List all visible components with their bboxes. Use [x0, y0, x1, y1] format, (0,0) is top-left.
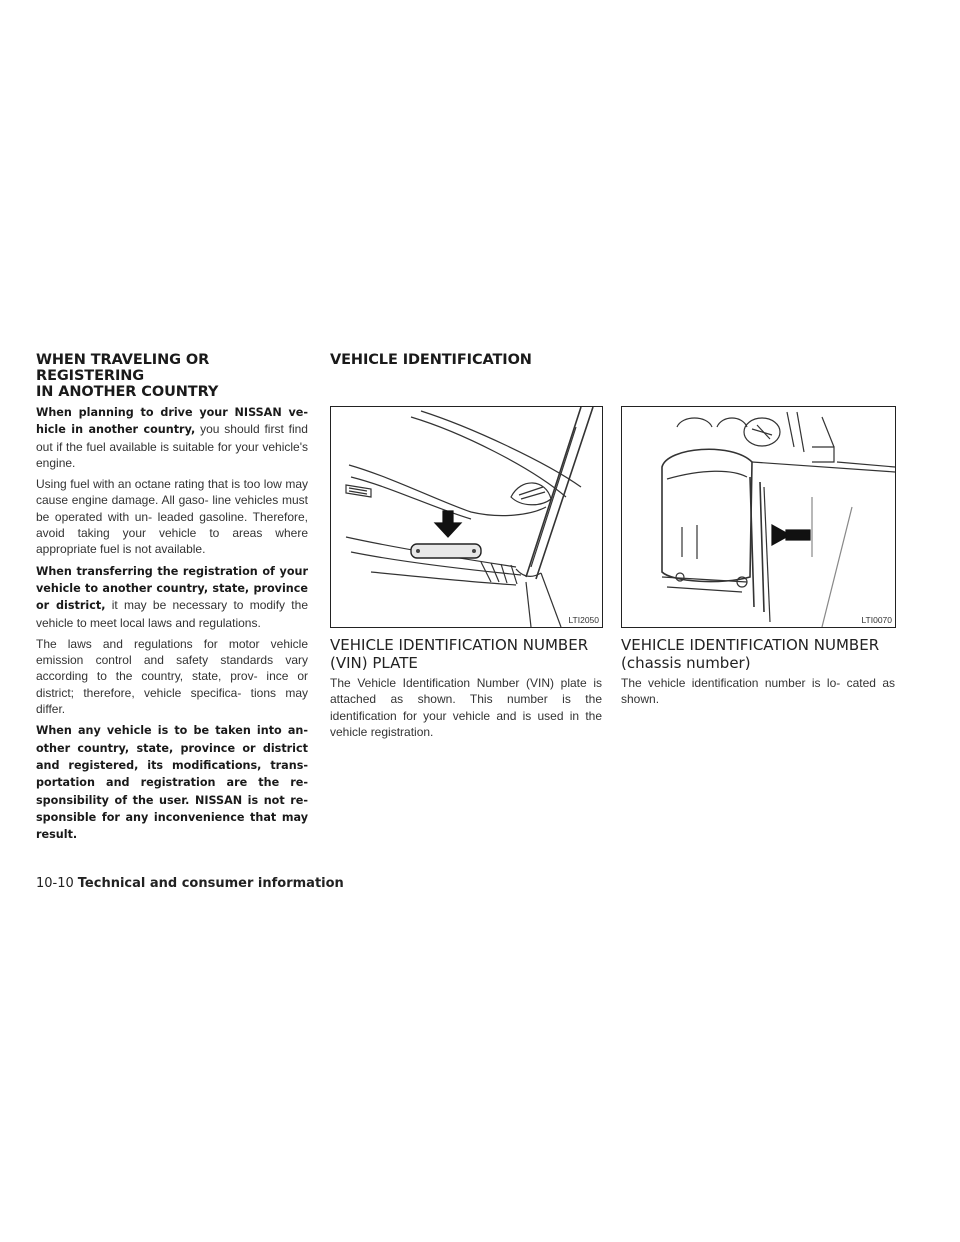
section-title-vehicle-identification: VEHICLE IDENTIFICATION — [330, 352, 532, 368]
vin-plate-heading — [330, 636, 602, 672]
footer-section-name: Technical and consumer information — [77, 876, 344, 891]
bold-lead-planning: When planning to drive your NISSAN ve- hicle in another country, — [36, 406, 308, 437]
bold-lead-transferring: When transferring the registration of your vehicle to another country, state, province or district, — [36, 564, 308, 613]
vin-plate-text: The Vehicle Identification Number (VIN) plate is attached as shown. This number is the identification for your vehicle and is used in the vehicle registration. — [330, 676, 602, 739]
heading-line2: (VIN) PLATE — [330, 654, 418, 672]
chassis-number-heading — [621, 636, 895, 672]
bold-responsibility: When any vehicle is to be taken into an- other country, state, province or district and registered, its modifications, trans- portation and registration are the re- sponsibility of the user. NISSAN is not re- sponsible for any inconvenience that may result. — [36, 724, 308, 842]
heading-line1: VEHICLE IDENTIFICATION NUMBER — [330, 636, 589, 654]
heading-line1: VEHICLE IDENTIFICATION NUMBER — [621, 636, 880, 654]
figure-code: LTI0070 — [861, 615, 892, 625]
traveling-body — [36, 404, 308, 848]
page-footer — [36, 876, 344, 891]
chassis-number-text: The vehicle identification number is lo- cated as shown. — [621, 676, 895, 707]
paragraph-text: you should first find out if the fuel available is suitable for your vehicle's engine. — [36, 422, 308, 470]
paragraph-laws: The laws and regulations for motor vehicle emission control and safety standards vary according to the country, state, prov- ince or district; therefore, vehicle specifica- tions may differ. — [36, 636, 308, 717]
paragraph-responsibility — [36, 722, 308, 843]
paragraph-transferring — [36, 563, 308, 631]
chassis-number-figure — [621, 406, 896, 628]
figure-code: LTI2050 — [568, 615, 599, 625]
section-title-line2: IN ANOTHER COUNTRY — [36, 384, 219, 400]
paragraph-octane: Using fuel with an octane rating that is too low may cause engine damage. All gaso- line vehicles must be operated with un- leaded gasoline. Therefore, avoid taking your vehicle to areas where appropriate fuel is not available. — [36, 477, 308, 557]
paragraph-planning — [36, 404, 308, 471]
heading-line2: (chassis number) — [621, 654, 751, 672]
section-title-traveling — [36, 352, 316, 400]
chassis-illustration — [622, 407, 895, 627]
vin-plate-illustration — [331, 407, 602, 627]
paragraph-text: it may be necessary to modify the vehicle to meet local laws and regulations. — [36, 598, 308, 630]
page-number: 10-10 — [36, 876, 74, 891]
vin-plate-figure — [330, 406, 603, 628]
section-title-line1: WHEN TRAVELING OR REGISTERING — [36, 352, 210, 384]
